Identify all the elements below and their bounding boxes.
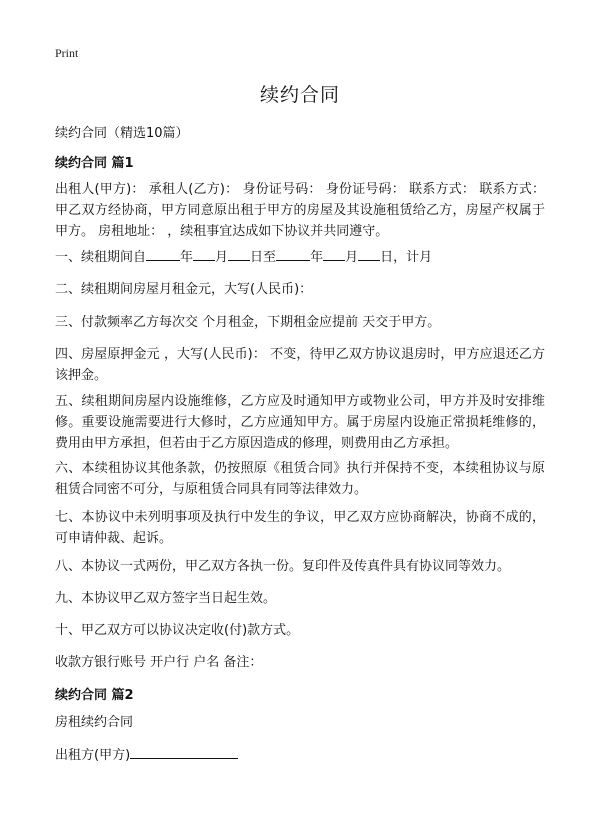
term-prefix: 一、续租期间自 [55, 250, 147, 265]
term-month-end: 月 [345, 250, 359, 265]
blank-line [146, 246, 180, 261]
blank-line [276, 246, 310, 261]
paragraph-payment-method: 十、甲乙双方可以协议决定收(付)款方式。 [55, 623, 300, 638]
blank-line [193, 246, 215, 261]
section-heading-1: 续约合同 篇1 [55, 156, 134, 171]
paragraph-lessor [55, 744, 545, 766]
signature-line [130, 744, 238, 759]
document-title: 续约合同 [259, 84, 340, 106]
paragraph-disputes: 七、本协议中未列明事项及执行中发生的争议，甲乙双方应协商解决，协商不成的，可申请仲裁、起诉。 [55, 510, 545, 546]
print-link[interactable]: Print [55, 46, 79, 60]
paragraph-intro: 出租人(甲方)： 承租人(乙方)： 身份证号码： 身份证号码： 联系方式： 联系方式：甲乙双方经协商，甲方同意原出租于甲方的房屋及其设施租赁给乙方，房屋产权属于甲方。 房租地址： ，续租事宜达成如下协议并共同遵守。 [55, 182, 545, 239]
paragraph-term [55, 246, 545, 268]
paragraph-payment: 三、付款频率乙方每次交 个月租金，下期租金应提前 天交于甲方。 [55, 315, 441, 330]
blank-line [358, 246, 380, 261]
paragraph-bank-info: 收款方银行账号 开户行 户名 备注： [55, 655, 263, 670]
paragraph-contract-name: 房租续约合同 [55, 715, 134, 730]
blank-line [228, 246, 250, 261]
term-day-end: 日，计月 [380, 250, 433, 265]
paragraph-deposit: 四、房屋原押金元 ，大写(人民币)： 不变，待甲乙双方协议退房时，甲方应退还乙方该押金。 [55, 347, 545, 383]
paragraph-effective: 九、本协议甲乙双方签字当日起生效。 [55, 591, 277, 606]
blank-line [323, 246, 345, 261]
term-month-start: 月 [215, 250, 229, 265]
term-year-start: 年 [180, 250, 194, 265]
document-subtitle: 续约合同（精选10篇） [55, 126, 189, 141]
paragraph-rent: 二、续租期间房屋月租金元，大写(人民币)： [55, 282, 313, 297]
term-year-end: 年 [310, 250, 324, 265]
section-heading-2: 续约合同 篇2 [55, 688, 134, 703]
paragraph-copies: 八、本协议一式两份，甲乙双方各执一份。复印件及传真件具有协议同等效力。 [55, 559, 511, 574]
lessor-label: 出租方(甲方) [55, 748, 131, 763]
term-day-start: 日至 [250, 250, 277, 265]
paragraph-other-terms: 六、本续租协议其他条款，仍按照原《租赁合同》执行并保持不变，本续租协议与原租赁合同密不可分，与原租赁合同具有同等法律效力。 [55, 461, 545, 497]
paragraph-maintenance: 五、续租期间房屋内设施维修，乙方应及时通知甲方或物业公司，甲方并及时安排维修。重要设施需要进行大修时，乙方应通知甲方。属于房屋内设施正常损耗维修的，费用由甲方承担，但若由于乙方原因造成的修理，则费用由乙方承担。 [55, 394, 545, 451]
